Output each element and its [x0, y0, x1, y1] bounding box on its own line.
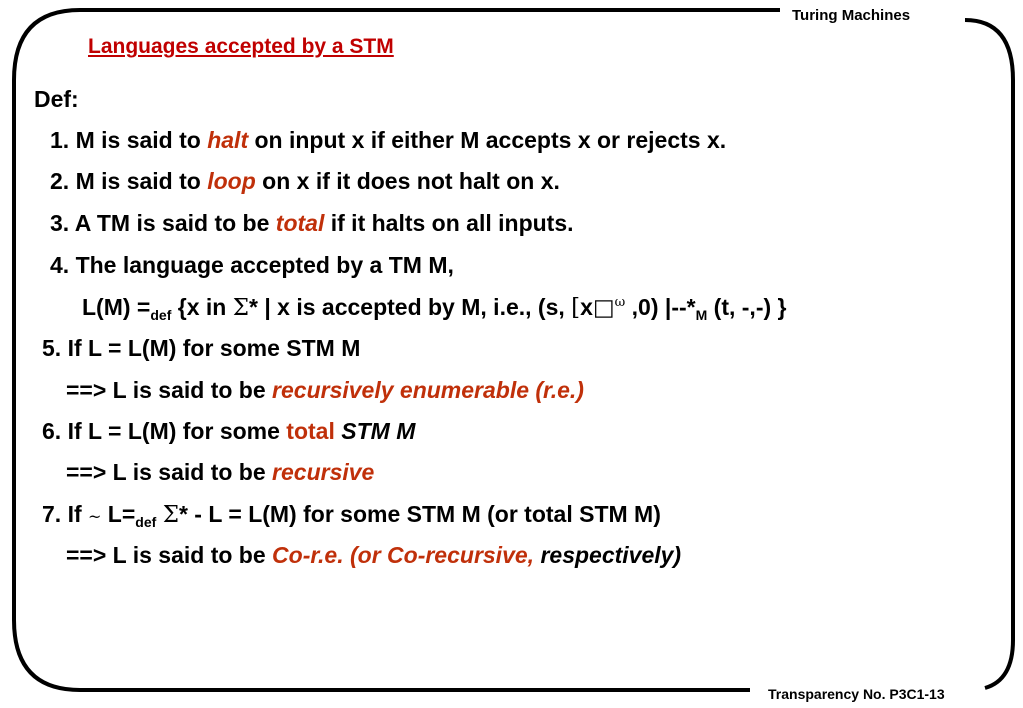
def-label: Def:: [34, 86, 79, 112]
tilde-symbol: ~: [88, 507, 102, 526]
definition-item-3: 3. A TM is said to be total if it halts on all inputs.: [50, 210, 574, 236]
definition-item-4: 4. The language accepted by a TM M,: [50, 252, 454, 278]
sigma-symbol: Σ: [232, 295, 249, 321]
item-6-result: ==> L is said to be recursive: [66, 459, 375, 485]
term-co-re: Co-r.e. (or Co-recursive,: [272, 542, 541, 568]
definition-item-1: 1. M is said to halt on input x if either M accepts x or rejects x.: [50, 127, 727, 153]
term-re: recursively enumerable (r.e.): [272, 377, 584, 403]
definition-item-5: 5. If L = L(M) for some STM M: [42, 335, 361, 361]
item-5-result: ==> L is said to be recursively enumerable (r.e.): [66, 377, 584, 403]
term-halt: halt: [207, 127, 249, 153]
definition-item-7: 7. If ~ $L=_{def}$ Σ* - L = L(M) for some STM M (or total STM M): [42, 501, 661, 530]
language-formula: $L(M) =_{def}$ {x in Σ* | x is accepted by M, i.e., (s, [x□$^\omega$ ,0) $|--*_M$ (t, -,-) }: [82, 294, 787, 323]
blank-box-symbol: □: [592, 295, 615, 321]
term-loop: loop: [207, 168, 256, 194]
definition-item-6: 6. If L = L(M) for some total STM M: [42, 418, 416, 444]
term-recursive: recursive: [272, 459, 375, 485]
definition-item-2: 2. M is said to loop on x if it does not halt on x.: [50, 168, 560, 194]
term-total: total: [275, 210, 325, 236]
slide-title: Languages accepted by a STM: [88, 35, 394, 58]
course-header: Turing Machines: [792, 7, 911, 24]
item-7-result: ==> L is said to be Co-r.e. (or Co-recursive, respectively): [66, 542, 682, 568]
transparency-number: Transparency No. P3C1-13: [768, 686, 945, 702]
term-total-6: total: [286, 418, 335, 444]
sigma-symbol-7: Σ: [162, 502, 179, 528]
omega-symbol: ω: [614, 295, 626, 310]
